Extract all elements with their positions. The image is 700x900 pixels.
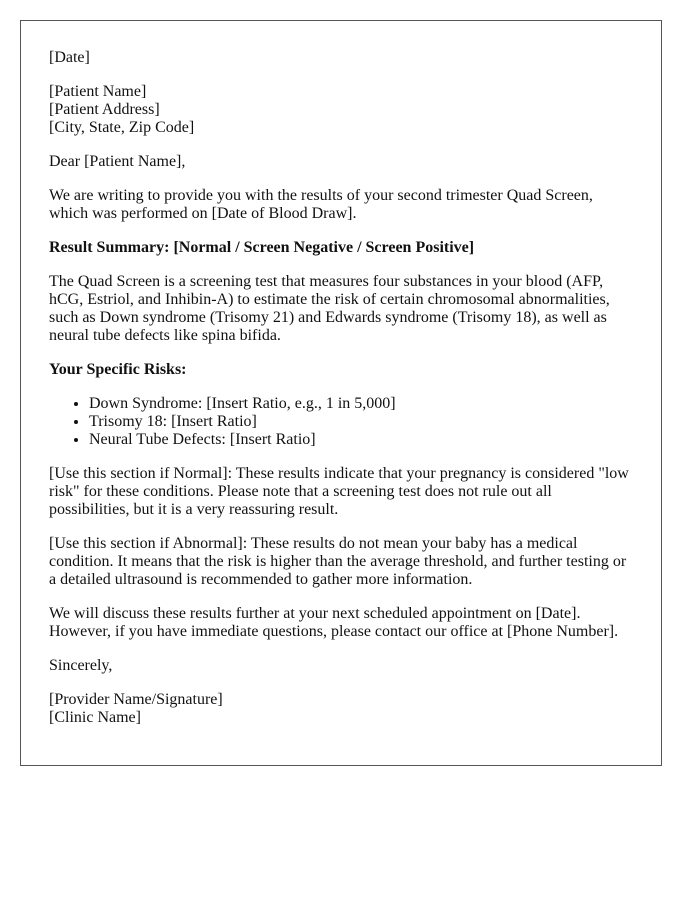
risk-item-neural-tube-defects: • Neural Tube Defects: [Insert Ratio] [89,431,633,449]
risks-list [49,395,633,449]
clinic-name: [Clinic Name] [49,709,141,726]
patient-address-block [49,83,633,137]
salutation: Dear [Patient Name], [49,153,186,170]
closing: Sincerely, [49,657,113,674]
followup-paragraph: We will discuss these results further at your next scheduled appointment on [Date]. However, if you have immediate questions, please contact our office at [Phone Number]. [49,605,619,640]
risk-item-trisomy-18: • Trisomy 18: [Insert Ratio] [89,413,633,431]
letter [20,20,662,766]
risks-heading: Your Specific Risks: [49,361,187,378]
intro-paragraph: We are writing to provide you with the results of your second trimester Quad Screen, which was performed on [Date of Blood Draw]. [49,187,593,222]
normal-section: [Use this section if Normal]: These results indicate that your pregnancy is considered "low risk" for these conditions. Please note that a screening test does not rule out all possibilities, but it is a very reassuring result. [49,465,629,518]
abnormal-section: [Use this section if Abnormal]: These results do not mean your baby has a medical condition. It means that the risk is higher than the average threshold, and further testing or a detailed ultrasound is recommended to gather more information. [49,535,627,588]
provider-name: [Provider Name/Signature] [49,691,223,708]
letter-date: [Date] [49,49,90,66]
patient-name: [Patient Name] [49,83,147,100]
result-summary: Result Summary: [Normal / Screen Negative / Screen Positive] [49,239,475,256]
patient-city-state-zip: [City, State, Zip Code] [49,119,195,136]
description-paragraph: The Quad Screen is a screening test that measures four substances in your blood (AFP, hCG, Estriol, and Inhibin-A) to estimate the risk of certain chromosomal abnormalities, such as Down syndrome (Trisomy 21) and Edwards syndrome (Trisomy 18), as well as neural tube defects like spina bifida. [49,273,610,344]
signature-block [49,691,633,727]
risk-item-down-syndrome: • Down Syndrome: [Insert Ratio, e.g., 1 in 5,000] [89,395,633,413]
patient-address: [Patient Address] [49,101,160,118]
